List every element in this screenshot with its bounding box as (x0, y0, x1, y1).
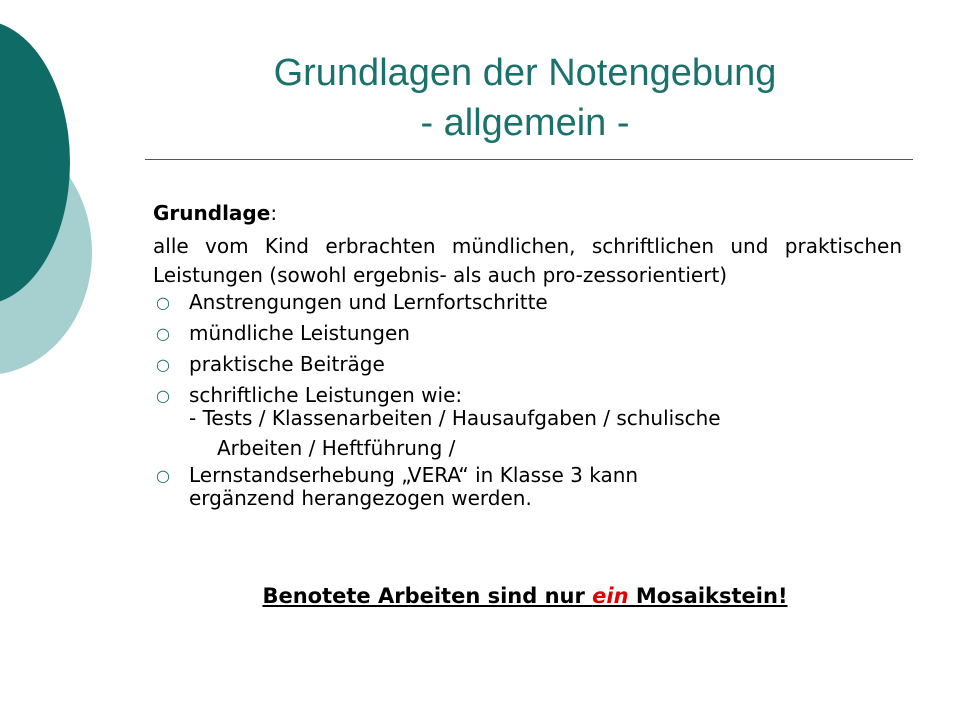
heading-label: Grundlage (153, 201, 271, 225)
footer-emphasis: ein (592, 584, 636, 608)
bullet-subtext: ergänzend herangezogen werden. (189, 486, 532, 510)
slide-title (140, 48, 910, 148)
title-line-1: Grundlagen der Notengebung (273, 52, 777, 94)
list-item (153, 353, 902, 376)
bullet-text: mündliche Leistungen (189, 321, 410, 345)
ring-bullet-icon: ○ (156, 293, 170, 312)
title-line-2: - allgemein - (420, 102, 630, 144)
footer-statement (140, 584, 910, 608)
footer-text-after: Mosaikstein! (635, 584, 788, 608)
slide-body (153, 196, 902, 510)
ring-bullet-icon: ○ (156, 466, 170, 485)
bullet-list (153, 291, 902, 510)
heading-colon: : (270, 201, 278, 225)
ring-bullet-icon: ○ (156, 324, 170, 343)
ring-bullet-icon: ○ (156, 355, 170, 374)
title-divider (145, 159, 913, 160)
section-heading (153, 196, 902, 230)
bullet-text: praktische Beiträge (189, 352, 385, 376)
list-item (153, 322, 902, 345)
list-item (153, 464, 902, 510)
list-item (153, 291, 902, 314)
footer-text-before: Benotete Arbeiten sind nur (262, 584, 593, 608)
bullet-text: Lernstandserhebung „VERA“ in Klasse 3 kann (189, 463, 639, 487)
ring-bullet-icon: ○ (156, 386, 170, 405)
list-item (153, 384, 902, 460)
bullet-subtext: - Tests / Klassenarbeiten / Hausaufgaben / schulische (189, 406, 721, 430)
intro-paragraph: alle vom Kind erbrachten mündlichen, schriftlichen und praktischen Leistungen (sowohl ergebnis- als auch pro-zessorientiert) (153, 234, 902, 287)
bullet-subtext: Arbeiten / Heftführung / (217, 436, 456, 460)
bullet-text: schriftliche Leistungen wie: (189, 383, 463, 407)
bullet-text: Anstrengungen und Lernfortschritte (189, 290, 548, 314)
